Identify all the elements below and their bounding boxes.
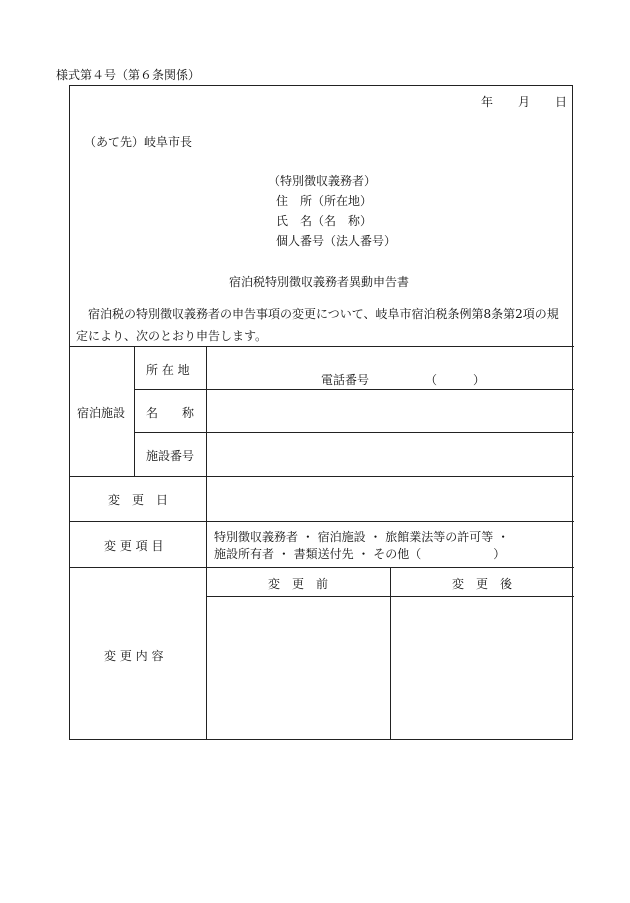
facility-name-label: 名 称 [146, 406, 195, 420]
body-text-line1: 宿泊税の特別徴収義務者の申告事項の変更について、岐阜市宿泊税条例第8条第2項の規 [88, 307, 559, 321]
addressee: （あて先）岐阜市長 [84, 135, 193, 149]
date-year-label: 年 [481, 95, 494, 109]
facility-name-field[interactable] [207, 390, 573, 431]
change-before-field[interactable] [207, 597, 389, 739]
change-items-bottom-rule [70, 567, 574, 568]
change-date-bottom-rule [70, 521, 574, 522]
facility-group-divider [134, 346, 135, 476]
date-day-label: 日 [555, 95, 568, 109]
change-date-label: 変 更 日 [108, 493, 169, 507]
declarant-name-label: 氏 名（名 称） [276, 214, 373, 228]
change-items-line1: 特別徴収義務者 ・ 宿泊施設 ・ 旅館業法等の許可等 ・ [214, 530, 510, 544]
form-frame [69, 85, 573, 740]
facility-location-field[interactable] [207, 347, 573, 367]
document-title: 宿泊税特別徴収義務者異動申告書 [229, 275, 410, 289]
facility-location-label: 所 在 地 [146, 363, 190, 377]
change-date-field[interactable] [207, 477, 573, 520]
phone-number-parentheses: （ ） [425, 373, 486, 387]
body-text-line2: 定により、次のとおり申告します。 [76, 329, 268, 343]
date-month-label: 月 [518, 95, 531, 109]
after-column-header: 変 更 後 [452, 577, 513, 591]
declarant-heading: （特別徴収義務者） [268, 174, 377, 188]
facility-number-label: 施設番号 [146, 449, 195, 463]
declarant-personal-number-label: 個人番号（法人番号） [276, 234, 397, 248]
change-after-field[interactable] [391, 597, 573, 739]
declarant-address-label: 住 所（所在地） [276, 194, 373, 208]
change-content-label: 変 更 内 容 [104, 649, 164, 663]
before-column-header: 変 更 前 [268, 577, 329, 591]
change-items-label: 変 更 項 目 [104, 539, 164, 553]
form-number: 様式第４号（第６条関係） [56, 68, 201, 82]
phone-number-label: 電話番号 [321, 373, 370, 387]
facility-number-field[interactable] [207, 433, 573, 475]
change-items-line2: 施設所有者 ・ 書類送付先 ・ その他（ ） [214, 547, 506, 561]
facility-group-label: 宿泊施設 [77, 406, 126, 420]
